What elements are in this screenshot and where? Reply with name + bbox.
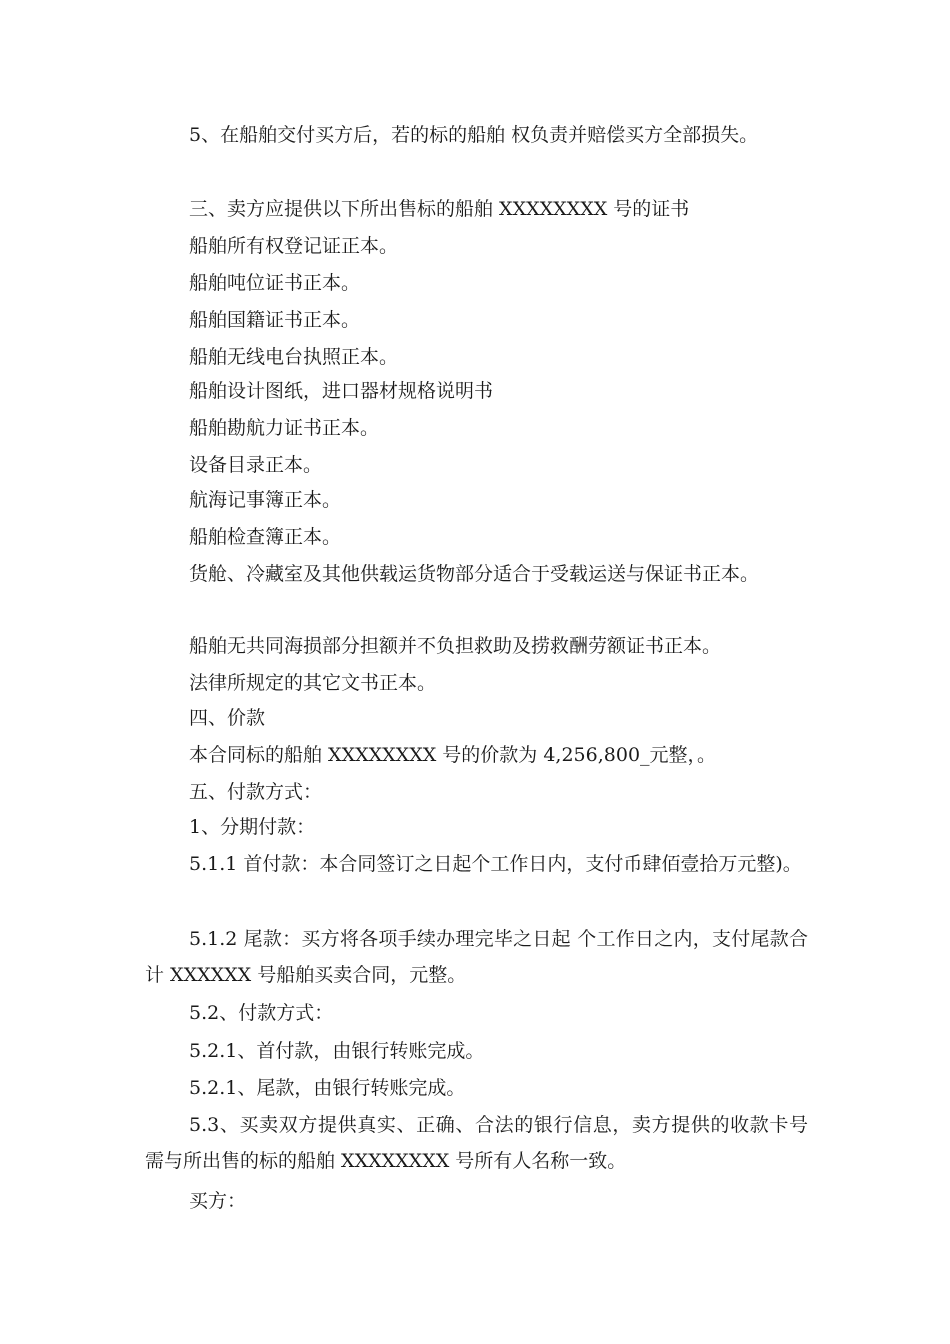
installment-heading: 1、分期付款：: [189, 816, 316, 838]
certificate-item: 航海记事簿正本。: [189, 489, 342, 511]
certificate-item: 船舶无共同海损部分担额并不负担救助及捞救酬劳额证书正本。: [189, 635, 722, 657]
clause-5-1-1: 5.1.1 首付款：本合同签订之日起个工作日内，支付币肆佰壹拾万元整)。: [189, 853, 802, 875]
clause-5-2-1-final: 5.2.1、尾款，由银行转账完成。: [189, 1077, 466, 1099]
certificate-item: 设备目录正本。: [189, 454, 323, 476]
section-3-heading: 三、卖方应提供以下所出售标的船舶 XXXXXXXX 号的证书: [189, 198, 690, 220]
section-5-heading: 五、付款方式：: [189, 781, 323, 803]
section-4-heading: 四、价款: [189, 707, 266, 729]
certificate-item: 船舶无线电台执照正本。: [189, 346, 399, 368]
certificate-item: 船舶检查簿正本。: [189, 526, 342, 548]
clause-5-1-2: 5.1.2 尾款：买方将各项手续办理完毕之日起 个工作日之内，支付尾款合计 XXXXXX 号船舶买卖合同，元整。: [145, 928, 808, 986]
clause-5-2-heading: 5.2、付款方式：: [189, 1002, 334, 1024]
certificate-item: 法律所规定的其它文书正本。: [189, 672, 437, 694]
price-clause: 本合同标的船舶 XXXXXXXX 号的价款为 4,256,800_元整，。: [189, 744, 717, 766]
certificate-item: 船舶设计图纸，进口器材规格说明书: [189, 380, 494, 402]
certificate-item: 货舱、冷藏室及其他供载运货物部分适合于受载运送与保证书正本。: [189, 563, 760, 585]
certificate-item: 船舶吨位证书正本。: [189, 272, 361, 294]
certificate-item: 船舶国籍证书正本。: [189, 309, 361, 331]
clause-5-3: 5.3、买卖双方提供真实、正确、合法的银行信息，卖方提供的收款卡号需与所出售的标的船舶 XXXXXXXX 号所有人名称一致。: [145, 1114, 808, 1172]
clause-5-2-1-first: 5.2.1、首付款，由银行转账完成。: [189, 1040, 485, 1062]
buyer-signature-label: 买方：: [189, 1190, 247, 1212]
clause-5-compensation: 5、在船舶交付买方后，若的标的船舶 权负责并赔偿买方全部损失。: [189, 124, 759, 146]
certificate-item: 船舶所有权登记证正本。: [189, 235, 399, 257]
certificate-item: 船舶勘航力证书正本。: [189, 417, 380, 439]
